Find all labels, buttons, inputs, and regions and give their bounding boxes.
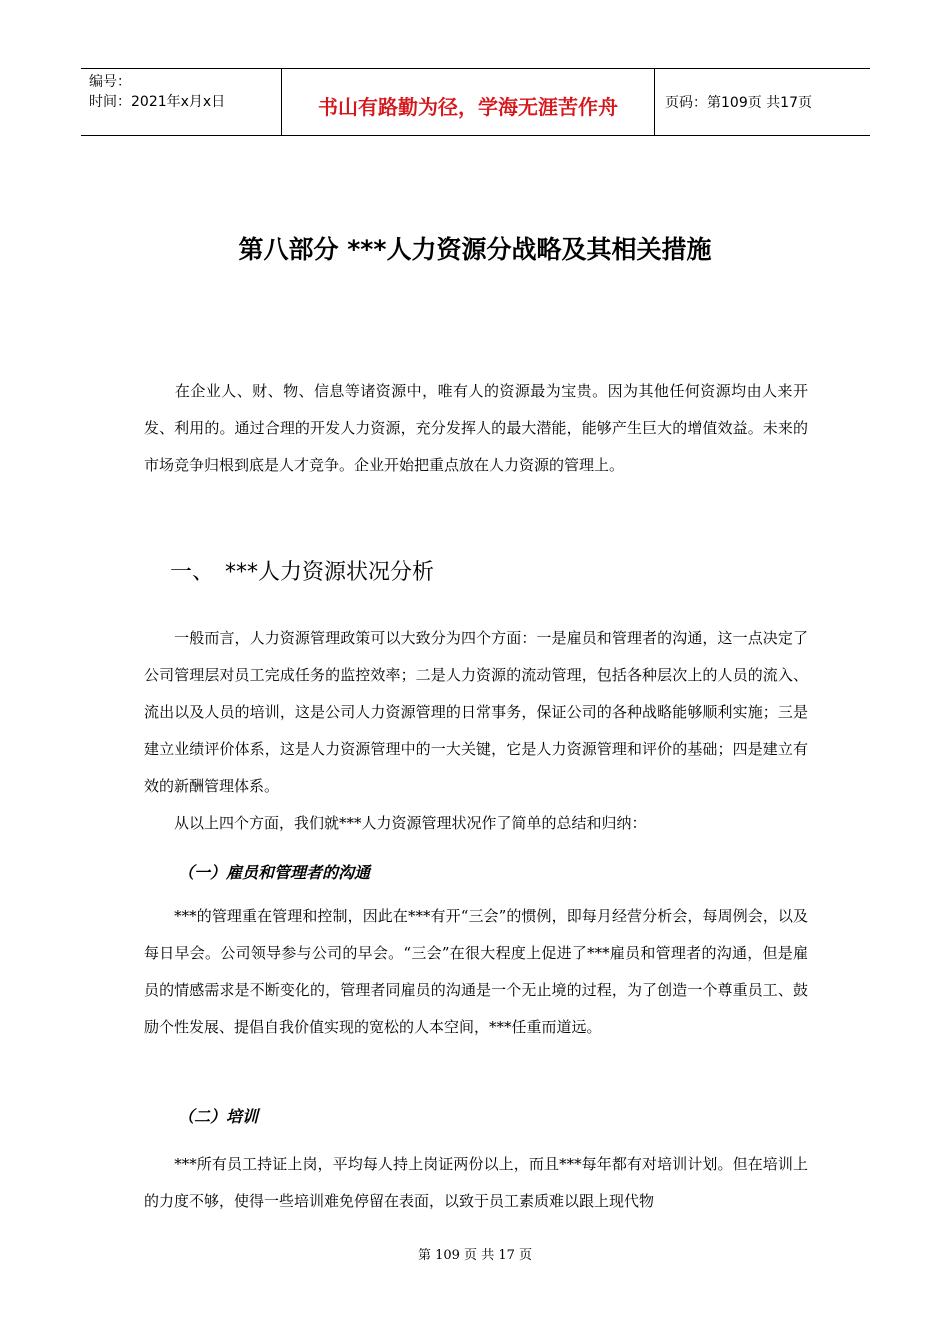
header-page-code: 页码：第109页 共17页 xyxy=(665,95,812,111)
subsection-heading-1: （一）雇员和管理者的沟通 xyxy=(178,863,371,882)
time-label: 时间：2021年x月x日 xyxy=(89,94,226,110)
header-table xyxy=(81,68,870,136)
header-motto: 书山有路勤为径，学海无涯苦作舟 xyxy=(282,69,655,135)
header-meta-cell xyxy=(81,69,282,135)
section-paragraph-1: 一般而言，人力资源管理政策可以大致分为四个方面：一是雇员和管理者的沟通，这一点决定了公司管理层对员工完成任务的监控效率；二是人力资源的流动管理，包括各种层次上的人员的流入、流出以及人员的培训，这是公司人力资源管理的日常事务，保证公司的各种战略能够顺利实施；三是建立业绩评价体系，这是人力资源管理中的一大关键，它是人力资源管理和评价的基础；四是建立有效的新酬管理体系。 xyxy=(144,629,808,795)
page-footer: 第 109 页 共 17 页 xyxy=(417,1248,533,1263)
subsection-paragraph-2: ***所有员工持证上岗，平均每人持上岗证两份以上，而且***每年都有对培训计划。但在培训上的力度不够，使得一些培训难免停留在表面，以致于员工素质难以跟上现代物 xyxy=(144,1155,808,1210)
section-heading: 一、 ***人力资源状况分析 xyxy=(170,560,435,585)
number-label: 编号： xyxy=(89,74,131,90)
subsection-heading-2: （二）培训 xyxy=(178,1107,259,1126)
section-paragraph-2: 从以上四个方面，我们就***人力资源管理状况作了简单的总结和归纳： xyxy=(144,814,647,832)
subsection-paragraph-1: ***的管理重在管理和控制，因此在***有开“三会”的惯例，即每月经营分析会，每周例会，以及每日早会。公司领导参与公司的早会。“三会”在很大程度上促进了***雇员和管理者的沟通，但是雇员的情感需求是不断变化的，管理者同雇员的沟通是一个无止境的过程，为了创造一个尊重员工、鼓励个性发展、提倡自我价值实现的宽松的人本空间，***任重而道远。 xyxy=(144,907,808,1036)
intro-paragraph: 在企业人、财、物、信息等诸资源中，唯有人的资源最为宝贵。因为其他任何资源均由人来开发、利用的。通过合理的开发人力资源，充分发挥人的最大潜能，能够产生巨大的增值效益。未来的市场竞争归根到底是人才竞争。企业开始把重点放在人力资源的管理上。 xyxy=(144,382,808,474)
document-title: 第八部分 ***人力资源分战略及其相关措施 xyxy=(238,235,712,264)
